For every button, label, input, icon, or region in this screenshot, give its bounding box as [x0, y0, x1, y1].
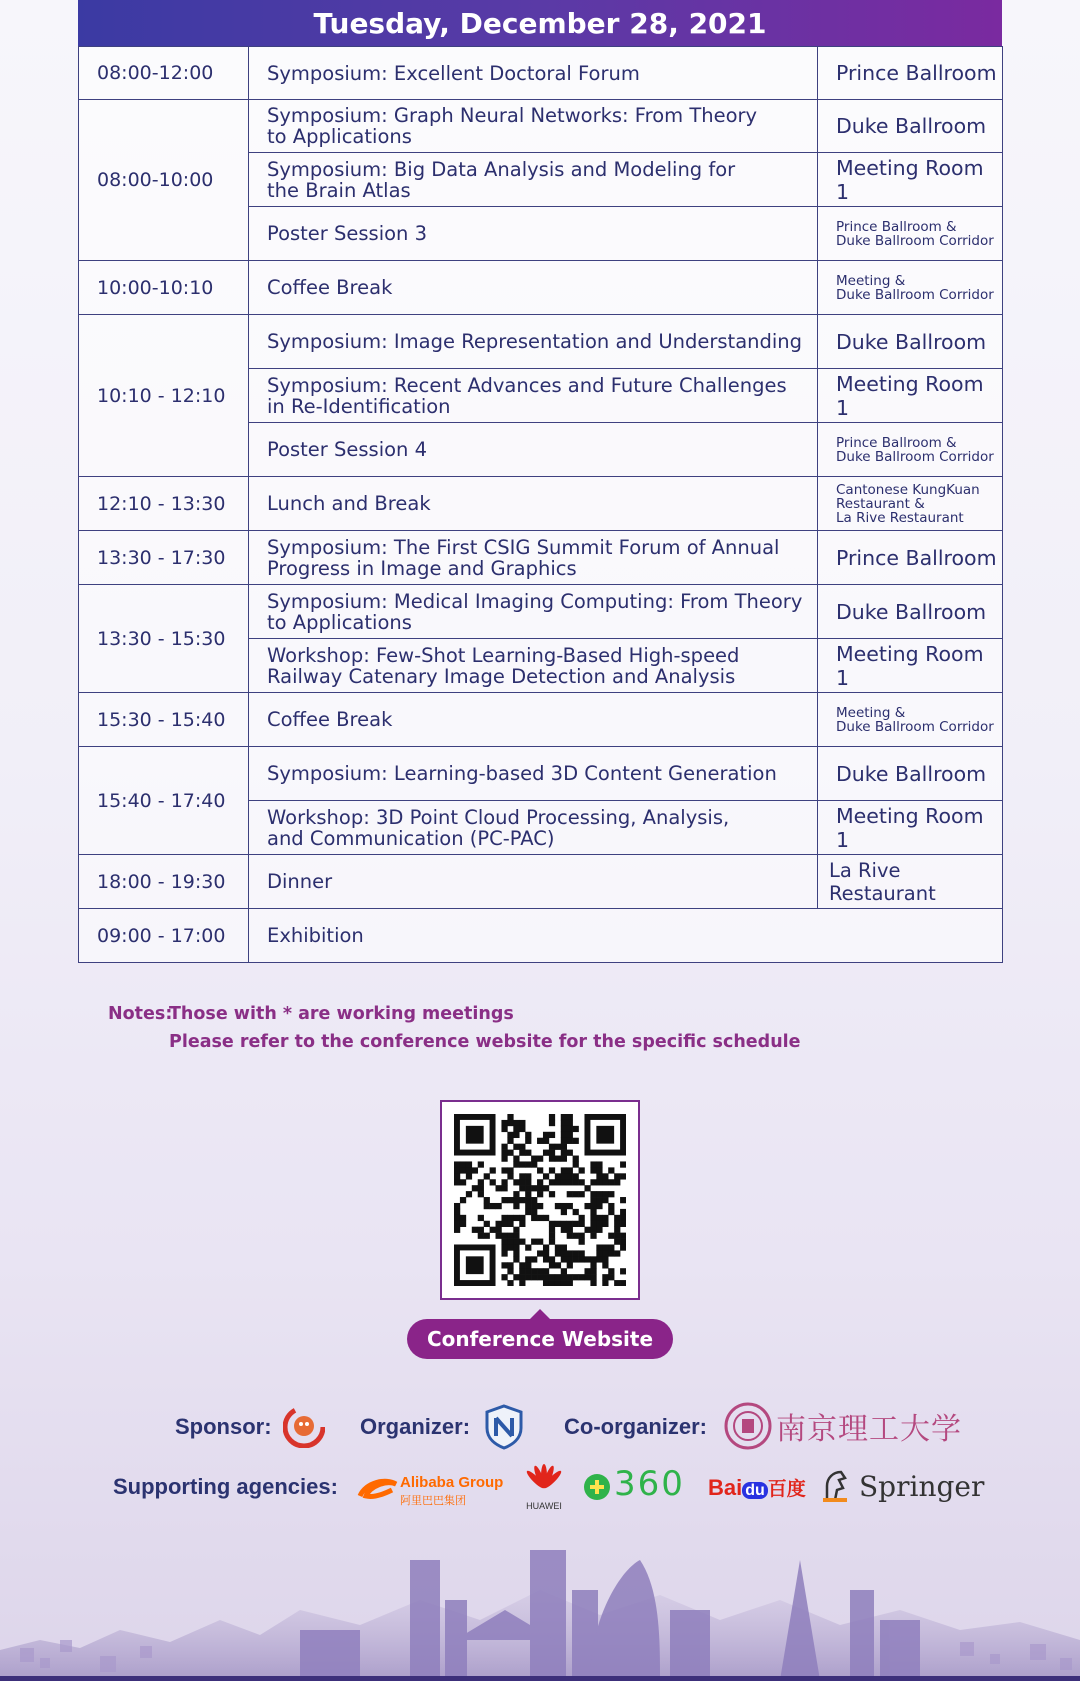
- baidu-logo: Bai du 百度: [708, 1475, 806, 1500]
- event-cell: Dinner: [249, 855, 818, 909]
- event-cell: Symposium: The First CSIG Summit Forum of Annual Progress in Image and Graphics: [249, 531, 818, 585]
- venue-cell: Meeting Room 1: [818, 801, 1003, 855]
- time-cell: 18:00 - 19:30: [79, 855, 249, 909]
- table-row: [79, 693, 1003, 747]
- table-row: [79, 261, 1003, 315]
- conference-website-button[interactable]: Conference Website: [407, 1319, 673, 1359]
- venue-cell: Duke Ballroom: [818, 747, 1003, 801]
- venue-cell: Prince Ballroom: [818, 47, 1003, 100]
- venue-cell: Meeting Room 1: [818, 369, 1003, 423]
- event-cell: Lunch and Break: [249, 477, 818, 531]
- co-organizer-label: Co-organizer:: [564, 1414, 707, 1439]
- time-cell: 13:30 - 15:30: [79, 585, 249, 693]
- event-cell: Symposium: Medical Imaging Computing: From Theory to Applications: [249, 585, 818, 639]
- 360-icon: [582, 1472, 612, 1502]
- sponsor-label: Sponsor:: [175, 1414, 272, 1439]
- time-cell: 09:00 - 17:00: [79, 909, 249, 963]
- time-cell: 08:00-12:00: [79, 47, 249, 100]
- event-cell: Symposium: Excellent Doctoral Forum: [249, 47, 818, 100]
- qr-code: [440, 1100, 640, 1300]
- event-cell: Poster Session 4: [249, 423, 818, 477]
- table-row: [79, 531, 1003, 585]
- table-row: [79, 47, 1003, 100]
- event-cell: Workshop: Few-Shot Learning-Based High-speed Railway Catenary Image Detection and Analysis: [249, 639, 818, 693]
- event-cell: Symposium: Learning-based 3D Content Generation: [249, 747, 818, 801]
- table-row: [79, 747, 1003, 801]
- time-cell: 15:40 - 17:40: [79, 747, 249, 855]
- organizer-label: Organizer:: [360, 1414, 471, 1439]
- time-cell: 08:00-10:00: [79, 100, 249, 261]
- sponsor-logo-icon: [283, 1406, 325, 1453]
- venue-cell: Cantonese KungKuan Restaurant & La Rive Restaurant: [818, 477, 1003, 531]
- event-cell: Poster Session 3: [249, 207, 818, 261]
- table-row: [79, 477, 1003, 531]
- schedule-table: [78, 46, 1003, 963]
- venue-cell: Meeting Room 1: [818, 153, 1003, 207]
- city-skyline-illustration: [0, 1530, 1080, 1681]
- supporting-agencies-label: Supporting agencies:: [113, 1474, 338, 1499]
- venue-cell: Duke Ballroom: [818, 585, 1003, 639]
- table-row: [79, 585, 1003, 639]
- event-cell: Symposium: Recent Advances and Future Challenges in Re-Identification: [249, 369, 818, 423]
- venue-cell: Meeting Room 1: [818, 639, 1003, 693]
- table-row: [79, 315, 1003, 369]
- notes-line-1: Those with * are working meetings: [169, 1004, 514, 1024]
- event-cell: Workshop: 3D Point Cloud Processing, Analysis, and Communication (PC-PAC): [249, 801, 818, 855]
- venue-cell: Duke Ballroom: [818, 315, 1003, 369]
- event-cell: Exhibition: [249, 909, 1003, 963]
- venue-cell: Meeting & Duke Ballroom Corridor: [818, 261, 1003, 315]
- table-row: [79, 100, 1003, 153]
- venue-cell: Meeting & Duke Ballroom Corridor: [818, 693, 1003, 747]
- university-seal-icon: [724, 1402, 772, 1455]
- springer-horse-icon: [819, 1468, 853, 1504]
- venue-cell: Prince Ballroom & Duke Ballroom Corridor: [818, 207, 1003, 261]
- huawei-icon: [521, 1462, 567, 1494]
- venue-cell: Duke Ballroom: [818, 100, 1003, 153]
- table-row: [79, 909, 1003, 963]
- organizer-shield-icon: [484, 1404, 524, 1455]
- time-cell: 10:00-10:10: [79, 261, 249, 315]
- date-header: Tuesday, December 28, 2021: [78, 0, 1002, 46]
- time-cell: 13:30 - 17:30: [79, 531, 249, 585]
- qr-code-icon: [454, 1114, 626, 1286]
- notes: [108, 1000, 801, 1056]
- notes-label: Notes:: [108, 1004, 173, 1024]
- venue-cell: La Rive Restaurant: [818, 855, 1003, 909]
- huawei-logo: HUAWEI: [521, 1462, 567, 1511]
- event-cell: Symposium: Graph Neural Networks: From Theory to Applications: [249, 100, 818, 153]
- notes-line-2: Please refer to the conference website for the specific schedule: [169, 1032, 801, 1052]
- time-cell: 15:30 - 15:40: [79, 693, 249, 747]
- button-pointer: [530, 1309, 550, 1319]
- time-cell: 10:10 - 12:10: [79, 315, 249, 477]
- university-name-cn: 南京理工大学: [776, 1412, 962, 1447]
- table-row: [79, 855, 1003, 909]
- event-cell: Coffee Break: [249, 261, 818, 315]
- event-cell: Symposium: Image Representation and Understanding: [249, 315, 818, 369]
- event-cell: Coffee Break: [249, 693, 818, 747]
- event-cell: Symposium: Big Data Analysis and Modeling for the Brain Atlas: [249, 153, 818, 207]
- venue-cell: Prince Ballroom: [818, 531, 1003, 585]
- time-cell: 12:10 - 13:30: [79, 477, 249, 531]
- alibaba-icon: [356, 1474, 400, 1506]
- venue-cell: Prince Ballroom & Duke Ballroom Corridor: [818, 423, 1003, 477]
